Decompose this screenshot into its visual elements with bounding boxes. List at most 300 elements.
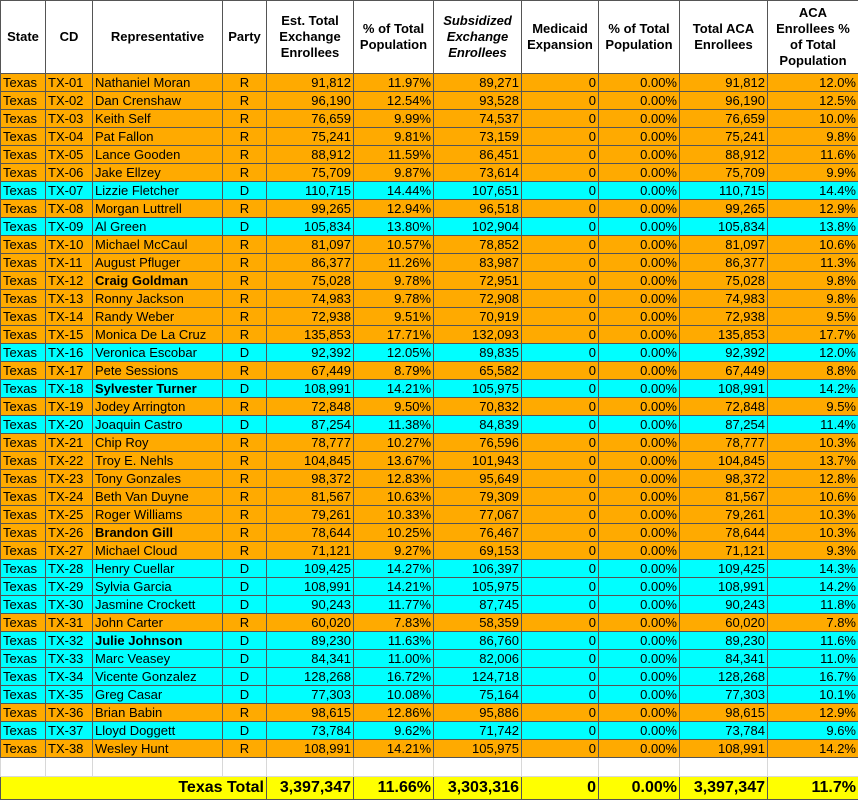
cell-representative: Monica De La Cruz (93, 326, 223, 344)
cell-aca-pct: 12.0% (768, 344, 858, 362)
cell-total-aca-enrollees: 108,991 (680, 578, 768, 596)
cell-party: R (223, 110, 267, 128)
header-party: Party (223, 1, 267, 74)
table-row (1, 200, 858, 218)
cell-total-aca-enrollees: 86,377 (680, 254, 768, 272)
header-subsidized-exchange-enrollees: Subsidized Exchange Enrollees (434, 1, 522, 74)
cell-aca-pct: 11.6% (768, 146, 858, 164)
cell-medicaid-pct: 0.00% (599, 200, 680, 218)
table-row (1, 560, 858, 578)
cell-state: Texas (1, 146, 46, 164)
cell-aca-pct: 12.5% (768, 92, 858, 110)
cell-est-enrollees: 105,834 (267, 218, 354, 236)
cell-medicaid-expansion: 0 (522, 578, 599, 596)
cell-subsidized-enrollees: 89,271 (434, 74, 522, 92)
total-row (1, 777, 858, 800)
table-row (1, 740, 858, 758)
cell-medicaid-pct: 0.00% (599, 596, 680, 614)
cell-representative: Roger Williams (93, 506, 223, 524)
cell-representative: Dan Crenshaw (93, 92, 223, 110)
cell-medicaid-expansion: 0 (522, 362, 599, 380)
cell-party: D (223, 686, 267, 704)
cell-cd: TX-32 (46, 632, 93, 650)
cell-pct-population: 9.81% (354, 128, 434, 146)
cell-aca-pct: 11.8% (768, 596, 858, 614)
cell-representative: Jasmine Crockett (93, 596, 223, 614)
cell-party: D (223, 632, 267, 650)
cell-total-aca-enrollees: 90,243 (680, 596, 768, 614)
cell-medicaid-pct: 0.00% (599, 254, 680, 272)
cell-pct-population: 10.27% (354, 434, 434, 452)
header-total-aca-enrollees: Total ACA Enrollees (680, 1, 768, 74)
cell-pct-population: 11.77% (354, 596, 434, 614)
table-row (1, 434, 858, 452)
header-medicaid-expansion: Medicaid Expansion (522, 1, 599, 74)
cell-cd: TX-21 (46, 434, 93, 452)
cell-medicaid-expansion: 0 (522, 164, 599, 182)
cell-pct-population: 9.87% (354, 164, 434, 182)
cell-subsidized-enrollees: 89,835 (434, 344, 522, 362)
cell-medicaid-expansion: 0 (522, 128, 599, 146)
cell-representative: Beth Van Duyne (93, 488, 223, 506)
cell-pct-population: 10.63% (354, 488, 434, 506)
cell-cd: TX-17 (46, 362, 93, 380)
cell-state: Texas (1, 74, 46, 92)
cell-pct-population: 8.79% (354, 362, 434, 380)
cell-subsidized-enrollees: 73,614 (434, 164, 522, 182)
cell-aca-pct: 9.8% (768, 128, 858, 146)
cell-party: R (223, 326, 267, 344)
cell-cd: TX-08 (46, 200, 93, 218)
cell-subsidized-enrollees: 105,975 (434, 578, 522, 596)
cell-aca-pct: 16.7% (768, 668, 858, 686)
cell-representative: Brandon Gill (93, 524, 223, 542)
cell-est-enrollees: 87,254 (267, 416, 354, 434)
cell-cd: TX-26 (46, 524, 93, 542)
cell-cd: TX-02 (46, 92, 93, 110)
cell-subsidized-enrollees: 86,760 (434, 632, 522, 650)
cell-medicaid-expansion: 0 (522, 344, 599, 362)
cell-medicaid-expansion: 0 (522, 254, 599, 272)
cell-cd: TX-33 (46, 650, 93, 668)
cell-subsidized-enrollees: 58,359 (434, 614, 522, 632)
table-row (1, 398, 858, 416)
cell-representative: Ronny Jackson (93, 290, 223, 308)
cell-est-enrollees: 110,715 (267, 182, 354, 200)
cell-subsidized-enrollees: 82,006 (434, 650, 522, 668)
cell-subsidized-enrollees: 74,537 (434, 110, 522, 128)
cell-medicaid-expansion: 0 (522, 182, 599, 200)
cell-total-aca-enrollees: 77,303 (680, 686, 768, 704)
cell-medicaid-pct: 0.00% (599, 326, 680, 344)
cell-subsidized-enrollees: 132,093 (434, 326, 522, 344)
cell-est-enrollees: 81,097 (267, 236, 354, 254)
cell-representative: Morgan Luttrell (93, 200, 223, 218)
cell-state: Texas (1, 632, 46, 650)
cell-party: R (223, 488, 267, 506)
total-est-enrollees: 3,397,347 (267, 777, 354, 800)
cell-medicaid-pct: 0.00% (599, 74, 680, 92)
cell-cd: TX-34 (46, 668, 93, 686)
cell-pct-population: 14.21% (354, 740, 434, 758)
cell-total-aca-enrollees: 67,449 (680, 362, 768, 380)
cell-state: Texas (1, 668, 46, 686)
cell-pct-population: 9.62% (354, 722, 434, 740)
cell-state: Texas (1, 164, 46, 182)
cell-total-aca-enrollees: 79,261 (680, 506, 768, 524)
cell-pct-population: 11.97% (354, 74, 434, 92)
cell-total-aca-enrollees: 78,644 (680, 524, 768, 542)
cell-medicaid-pct: 0.00% (599, 740, 680, 758)
cell-aca-pct: 14.4% (768, 182, 858, 200)
cell-representative: Jodey Arrington (93, 398, 223, 416)
cell-cd: TX-10 (46, 236, 93, 254)
cell-subsidized-enrollees: 65,582 (434, 362, 522, 380)
cell-aca-pct: 12.0% (768, 74, 858, 92)
cell-est-enrollees: 67,449 (267, 362, 354, 380)
cell-medicaid-expansion: 0 (522, 200, 599, 218)
cell-aca-pct: 11.3% (768, 254, 858, 272)
cell-subsidized-enrollees: 124,718 (434, 668, 522, 686)
table-row (1, 632, 858, 650)
header-aca-enrollees-pct-total-population: ACA Enrollees % of Total Population (768, 1, 858, 74)
cell-state: Texas (1, 182, 46, 200)
cell-party: D (223, 380, 267, 398)
cell-est-enrollees: 74,983 (267, 290, 354, 308)
cell-medicaid-expansion: 0 (522, 434, 599, 452)
cell-medicaid-pct: 0.00% (599, 470, 680, 488)
spacer-row (1, 758, 858, 777)
cell-est-enrollees: 72,848 (267, 398, 354, 416)
cell-aca-pct: 14.2% (768, 578, 858, 596)
cell-pct-population: 9.78% (354, 290, 434, 308)
cell-medicaid-expansion: 0 (522, 74, 599, 92)
cell-pct-population: 14.44% (354, 182, 434, 200)
cell-medicaid-pct: 0.00% (599, 290, 680, 308)
cell-party: R (223, 614, 267, 632)
cell-state: Texas (1, 488, 46, 506)
cell-subsidized-enrollees: 106,397 (434, 560, 522, 578)
header-state: State (1, 1, 46, 74)
cell-medicaid-pct: 0.00% (599, 308, 680, 326)
cell-pct-population: 12.83% (354, 470, 434, 488)
cell-medicaid-expansion: 0 (522, 290, 599, 308)
cell-est-enrollees: 77,303 (267, 686, 354, 704)
cell-state: Texas (1, 470, 46, 488)
cell-aca-pct: 10.0% (768, 110, 858, 128)
cell-est-enrollees: 78,644 (267, 524, 354, 542)
cell-cd: TX-27 (46, 542, 93, 560)
cell-medicaid-expansion: 0 (522, 740, 599, 758)
cell-aca-pct: 14.2% (768, 740, 858, 758)
header-pct-total-population: % of Total Population (354, 1, 434, 74)
cell-subsidized-enrollees: 72,951 (434, 272, 522, 290)
cell-est-enrollees: 104,845 (267, 452, 354, 470)
cell-pct-population: 12.05% (354, 344, 434, 362)
cell-state: Texas (1, 326, 46, 344)
cell-state: Texas (1, 110, 46, 128)
total-label: Texas Total (1, 777, 267, 800)
cell-representative: Brian Babin (93, 704, 223, 722)
cell-cd: TX-35 (46, 686, 93, 704)
cell-cd: TX-07 (46, 182, 93, 200)
cell-est-enrollees: 81,567 (267, 488, 354, 506)
cell-cd: TX-06 (46, 164, 93, 182)
cell-cd: TX-14 (46, 308, 93, 326)
cell-aca-pct: 12.8% (768, 470, 858, 488)
cell-representative: Keith Self (93, 110, 223, 128)
cell-cd: TX-09 (46, 218, 93, 236)
cell-medicaid-pct: 0.00% (599, 560, 680, 578)
cell-est-enrollees: 86,377 (267, 254, 354, 272)
cell-representative: Sylvia Garcia (93, 578, 223, 596)
cell-aca-pct: 10.6% (768, 488, 858, 506)
cell-medicaid-expansion: 0 (522, 668, 599, 686)
cell-aca-pct: 9.9% (768, 164, 858, 182)
cell-representative: Troy E. Nehls (93, 452, 223, 470)
cell-representative: Tony Gonzales (93, 470, 223, 488)
cell-cd: TX-03 (46, 110, 93, 128)
cell-aca-pct: 11.0% (768, 650, 858, 668)
cell-total-aca-enrollees: 76,659 (680, 110, 768, 128)
cell-total-aca-enrollees: 84,341 (680, 650, 768, 668)
cell-medicaid-pct: 0.00% (599, 668, 680, 686)
cell-representative: August Pfluger (93, 254, 223, 272)
cell-subsidized-enrollees: 75,164 (434, 686, 522, 704)
table-row (1, 182, 858, 200)
cell-total-aca-enrollees: 88,912 (680, 146, 768, 164)
table-row (1, 452, 858, 470)
cell-est-enrollees: 109,425 (267, 560, 354, 578)
total-medicaid-expansion: 0 (522, 777, 599, 800)
cell-est-enrollees: 96,190 (267, 92, 354, 110)
cell-total-aca-enrollees: 92,392 (680, 344, 768, 362)
cell-cd: TX-38 (46, 740, 93, 758)
cell-aca-pct: 11.6% (768, 632, 858, 650)
cell-pct-population: 14.21% (354, 380, 434, 398)
cell-party: R (223, 542, 267, 560)
cell-est-enrollees: 135,853 (267, 326, 354, 344)
cell-total-aca-enrollees: 75,241 (680, 128, 768, 146)
cell-medicaid-pct: 0.00% (599, 146, 680, 164)
cell-party: R (223, 704, 267, 722)
cell-party: R (223, 524, 267, 542)
cell-est-enrollees: 84,341 (267, 650, 354, 668)
cell-medicaid-pct: 0.00% (599, 344, 680, 362)
cell-representative: Wesley Hunt (93, 740, 223, 758)
cell-aca-pct: 8.8% (768, 362, 858, 380)
cell-cd: TX-28 (46, 560, 93, 578)
cell-pct-population: 11.00% (354, 650, 434, 668)
cell-representative: Vicente Gonzalez (93, 668, 223, 686)
cell-medicaid-pct: 0.00% (599, 92, 680, 110)
cell-state: Texas (1, 362, 46, 380)
cell-representative: Joaquin Castro (93, 416, 223, 434)
cell-medicaid-pct: 0.00% (599, 110, 680, 128)
cell-medicaid-pct: 0.00% (599, 542, 680, 560)
cell-pct-population: 10.33% (354, 506, 434, 524)
cell-representative: Lizzie Fletcher (93, 182, 223, 200)
cell-total-aca-enrollees: 99,265 (680, 200, 768, 218)
cell-medicaid-pct: 0.00% (599, 722, 680, 740)
cell-est-enrollees: 73,784 (267, 722, 354, 740)
table-row (1, 380, 858, 398)
cell-state: Texas (1, 218, 46, 236)
total-pct-population: 11.66% (354, 777, 434, 800)
cell-medicaid-pct: 0.00% (599, 272, 680, 290)
cell-cd: TX-05 (46, 146, 93, 164)
total-aca-pct: 11.7% (768, 777, 858, 800)
cell-state: Texas (1, 560, 46, 578)
cell-aca-pct: 11.4% (768, 416, 858, 434)
cell-representative: Randy Weber (93, 308, 223, 326)
cell-est-enrollees: 108,991 (267, 740, 354, 758)
cell-party: R (223, 236, 267, 254)
cell-total-aca-enrollees: 74,983 (680, 290, 768, 308)
cell-total-aca-enrollees: 108,991 (680, 740, 768, 758)
cell-pct-population: 9.51% (354, 308, 434, 326)
cell-medicaid-pct: 0.00% (599, 488, 680, 506)
cell-cd: TX-31 (46, 614, 93, 632)
cell-subsidized-enrollees: 102,904 (434, 218, 522, 236)
cell-state: Texas (1, 128, 46, 146)
cell-cd: TX-04 (46, 128, 93, 146)
cell-party: R (223, 470, 267, 488)
cell-cd: TX-22 (46, 452, 93, 470)
cell-medicaid-expansion: 0 (522, 218, 599, 236)
cell-cd: TX-11 (46, 254, 93, 272)
cell-medicaid-pct: 0.00% (599, 506, 680, 524)
cell-total-aca-enrollees: 72,848 (680, 398, 768, 416)
cell-party: D (223, 344, 267, 362)
cell-representative: Chip Roy (93, 434, 223, 452)
cell-representative: Nathaniel Moran (93, 74, 223, 92)
cell-est-enrollees: 108,991 (267, 380, 354, 398)
cell-cd: TX-30 (46, 596, 93, 614)
cell-est-enrollees: 90,243 (267, 596, 354, 614)
cell-est-enrollees: 71,121 (267, 542, 354, 560)
header-medicaid-pct-total-population: % of Total Population (599, 1, 680, 74)
cell-medicaid-pct: 0.00% (599, 524, 680, 542)
cell-representative: Michael McCaul (93, 236, 223, 254)
cell-medicaid-expansion: 0 (522, 704, 599, 722)
cell-total-aca-enrollees: 98,372 (680, 470, 768, 488)
cell-subsidized-enrollees: 70,919 (434, 308, 522, 326)
cell-aca-pct: 10.3% (768, 524, 858, 542)
cell-medicaid-pct: 0.00% (599, 452, 680, 470)
cell-medicaid-expansion: 0 (522, 506, 599, 524)
cell-representative: Sylvester Turner (93, 380, 223, 398)
table-row (1, 542, 858, 560)
cell-state: Texas (1, 344, 46, 362)
cell-pct-population: 9.99% (354, 110, 434, 128)
cell-subsidized-enrollees: 77,067 (434, 506, 522, 524)
cell-medicaid-pct: 0.00% (599, 578, 680, 596)
cell-pct-population: 9.78% (354, 272, 434, 290)
cell-pct-population: 9.50% (354, 398, 434, 416)
cell-aca-pct: 10.3% (768, 506, 858, 524)
cell-subsidized-enrollees: 78,852 (434, 236, 522, 254)
cell-representative: Julie Johnson (93, 632, 223, 650)
cell-aca-pct: 14.3% (768, 560, 858, 578)
cell-state: Texas (1, 578, 46, 596)
cell-party: D (223, 668, 267, 686)
cell-cd: TX-24 (46, 488, 93, 506)
cell-medicaid-pct: 0.00% (599, 416, 680, 434)
cell-medicaid-expansion: 0 (522, 596, 599, 614)
cell-medicaid-expansion: 0 (522, 560, 599, 578)
cell-state: Texas (1, 542, 46, 560)
cell-subsidized-enrollees: 71,742 (434, 722, 522, 740)
cell-state: Texas (1, 704, 46, 722)
cell-aca-pct: 9.6% (768, 722, 858, 740)
cell-state: Texas (1, 434, 46, 452)
cell-subsidized-enrollees: 87,745 (434, 596, 522, 614)
cell-medicaid-pct: 0.00% (599, 128, 680, 146)
cell-aca-pct: 9.8% (768, 290, 858, 308)
cell-representative: Al Green (93, 218, 223, 236)
cell-pct-population: 12.86% (354, 704, 434, 722)
cell-party: R (223, 398, 267, 416)
cell-state: Texas (1, 254, 46, 272)
cell-medicaid-pct: 0.00% (599, 686, 680, 704)
cell-medicaid-expansion: 0 (522, 632, 599, 650)
cell-cd: TX-13 (46, 290, 93, 308)
cell-party: R (223, 290, 267, 308)
cell-party: R (223, 362, 267, 380)
cell-total-aca-enrollees: 96,190 (680, 92, 768, 110)
cell-medicaid-expansion: 0 (522, 650, 599, 668)
table-row (1, 74, 858, 92)
cell-total-aca-enrollees: 105,834 (680, 218, 768, 236)
cell-pct-population: 11.59% (354, 146, 434, 164)
header-cd: CD (46, 1, 93, 74)
header-est-total-exchange-enrollees: Est. Total Exchange Enrollees (267, 1, 354, 74)
table-row (1, 128, 858, 146)
cell-representative: Henry Cuellar (93, 560, 223, 578)
cell-medicaid-pct: 0.00% (599, 218, 680, 236)
cell-est-enrollees: 108,991 (267, 578, 354, 596)
cell-subsidized-enrollees: 95,886 (434, 704, 522, 722)
cell-medicaid-expansion: 0 (522, 236, 599, 254)
cell-est-enrollees: 75,241 (267, 128, 354, 146)
cell-total-aca-enrollees: 71,121 (680, 542, 768, 560)
cell-medicaid-expansion: 0 (522, 722, 599, 740)
cell-state: Texas (1, 722, 46, 740)
cell-medicaid-expansion: 0 (522, 524, 599, 542)
cell-total-aca-enrollees: 87,254 (680, 416, 768, 434)
cell-est-enrollees: 128,268 (267, 668, 354, 686)
cell-total-aca-enrollees: 89,230 (680, 632, 768, 650)
cell-medicaid-expansion: 0 (522, 416, 599, 434)
header-representative: Representative (93, 1, 223, 74)
cell-aca-pct: 10.1% (768, 686, 858, 704)
cell-total-aca-enrollees: 75,028 (680, 272, 768, 290)
cell-representative: Jake Ellzey (93, 164, 223, 182)
cell-medicaid-expansion: 0 (522, 470, 599, 488)
cell-subsidized-enrollees: 107,651 (434, 182, 522, 200)
cell-pct-population: 12.94% (354, 200, 434, 218)
cell-pct-population: 10.08% (354, 686, 434, 704)
cell-party: R (223, 200, 267, 218)
cell-state: Texas (1, 200, 46, 218)
table-row (1, 614, 858, 632)
cell-aca-pct: 10.6% (768, 236, 858, 254)
cell-medicaid-pct: 0.00% (599, 398, 680, 416)
cell-aca-pct: 9.8% (768, 272, 858, 290)
table-row (1, 596, 858, 614)
cell-subsidized-enrollees: 79,309 (434, 488, 522, 506)
